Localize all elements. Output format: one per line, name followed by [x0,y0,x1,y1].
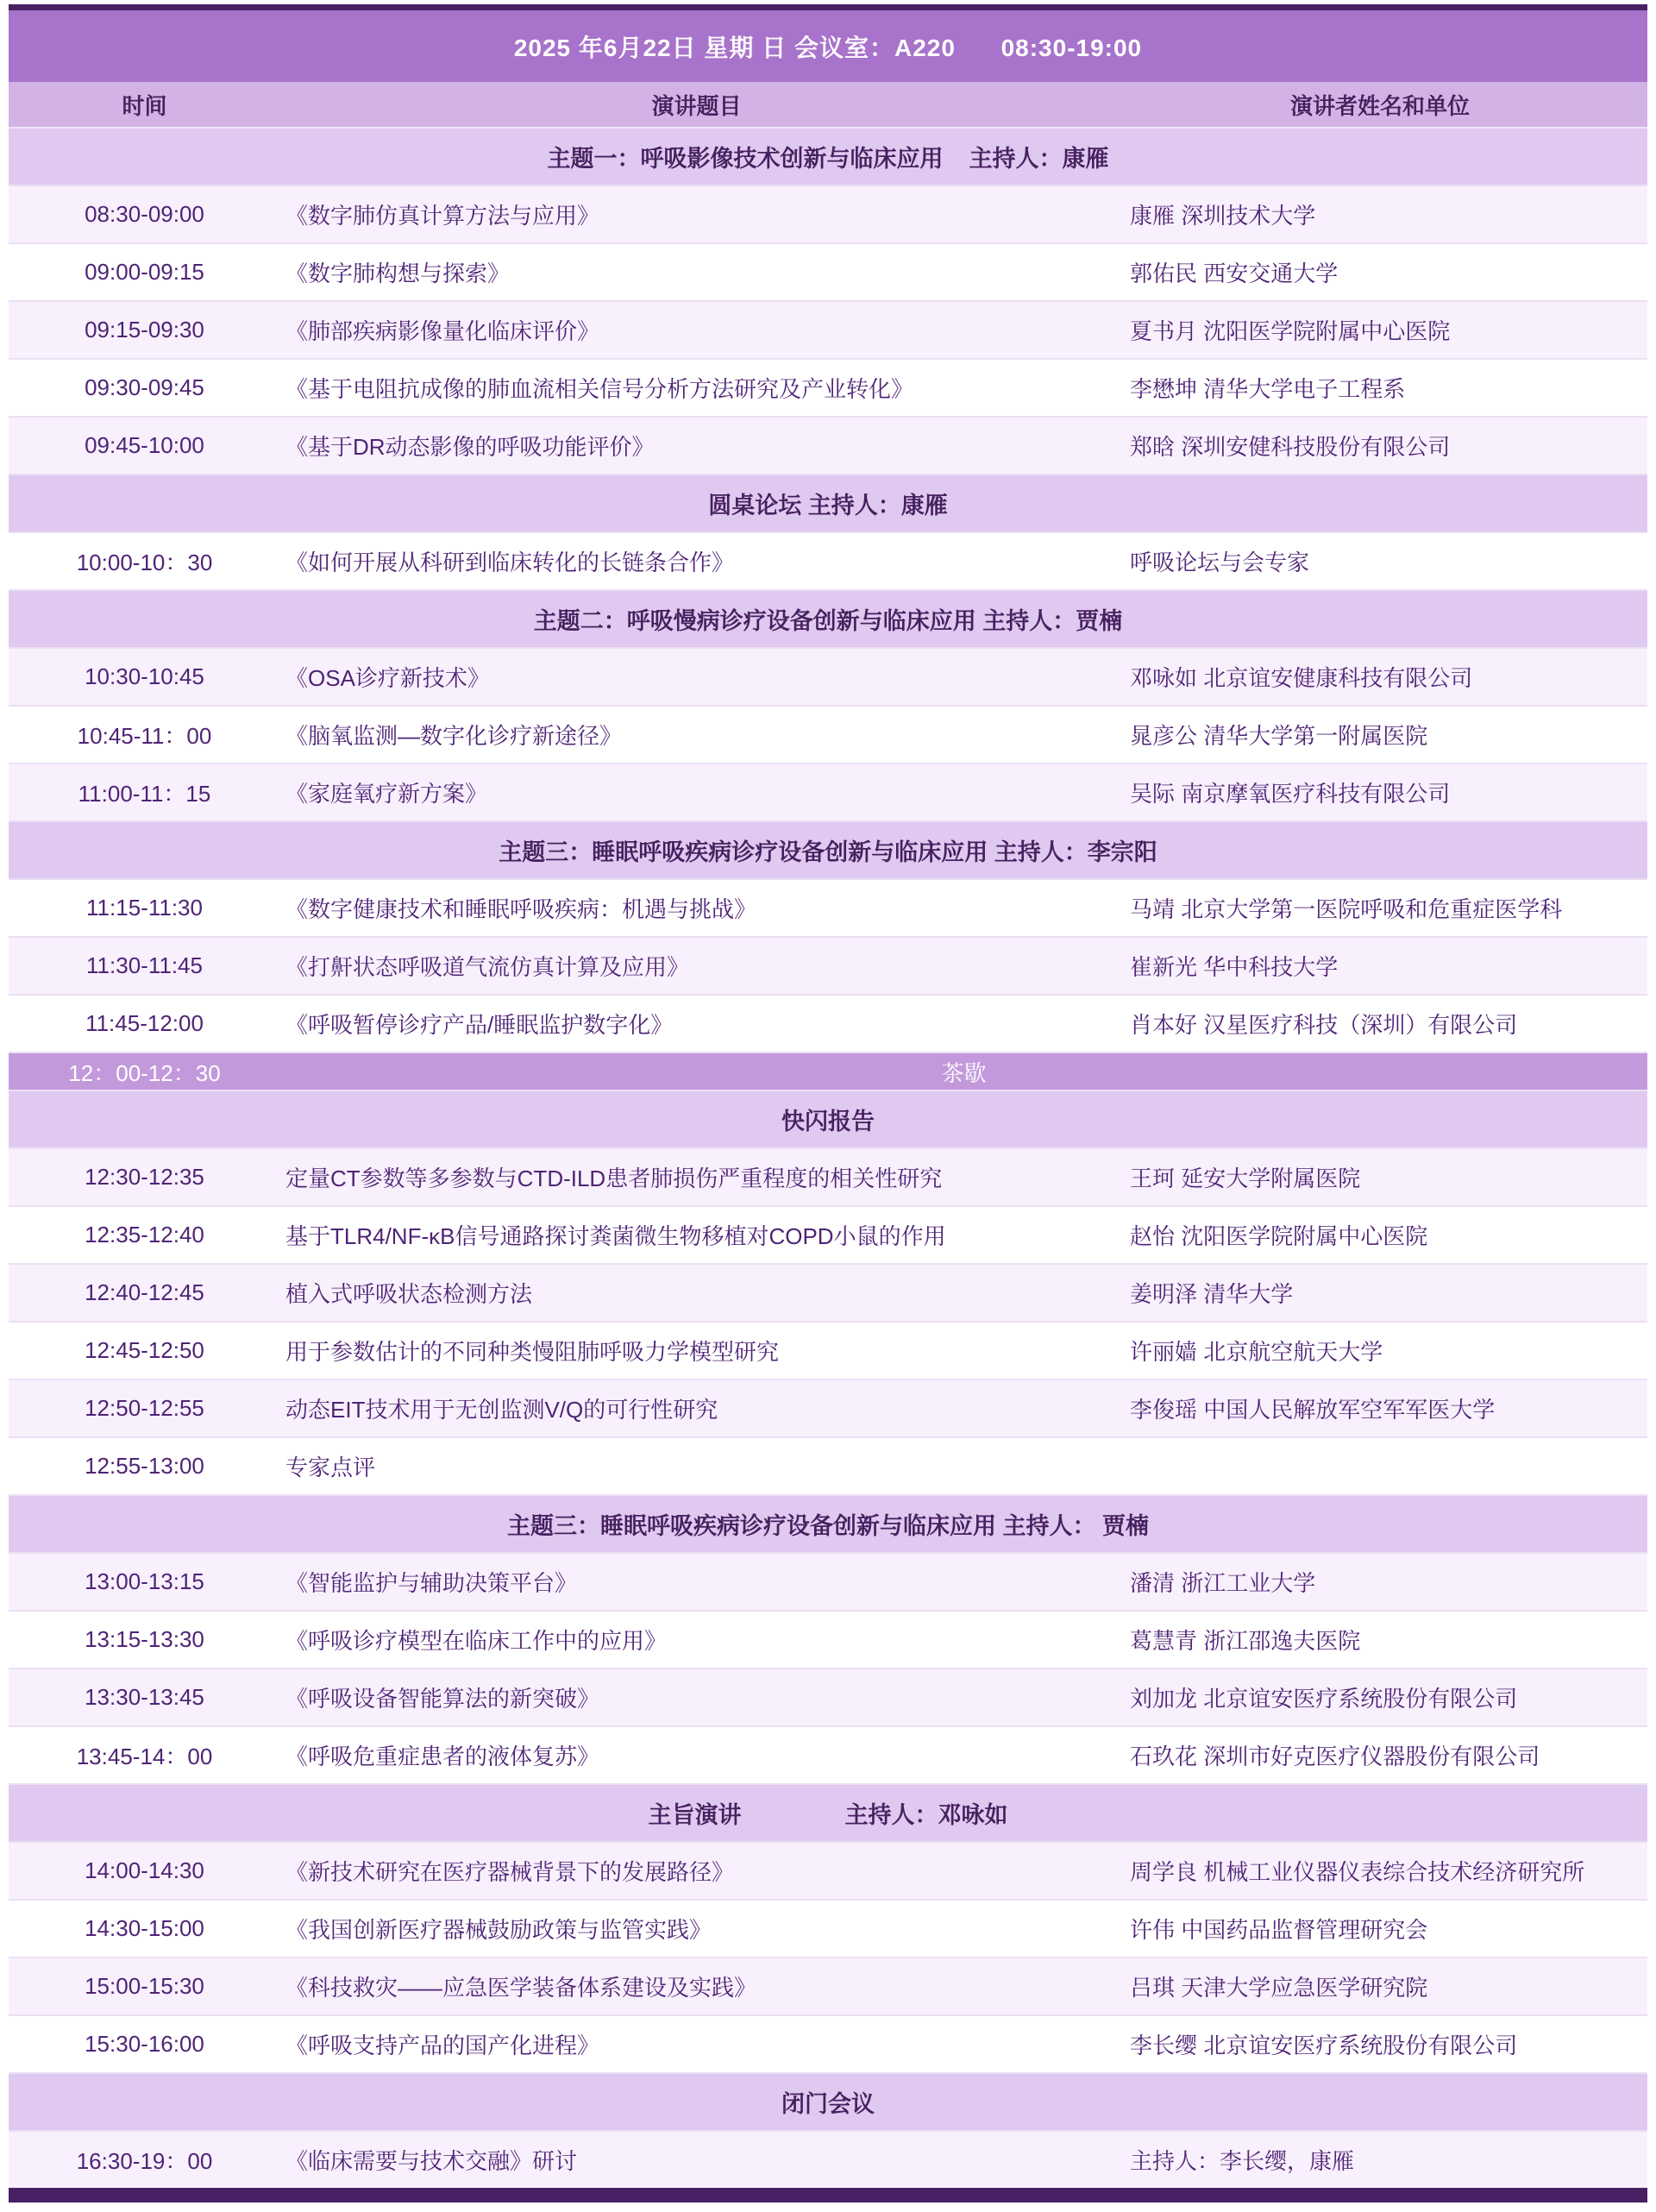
topic-cell: 专家点评 [285,1455,376,1480]
talk-row [9,649,1647,705]
speaker-cell: 石玖花 深圳市好克医疗仪器股份有限公司 [1130,1744,1540,1769]
speaker-cell: 主持人：李长缨，康雁 [1130,2148,1355,2174]
talk-row [9,1669,1647,1725]
speaker-cell: 肖本好 汉星医疗科技（深圳）有限公司 [1130,1012,1518,1038]
speaker-cell: 葛慧青 浙江邵逸夫医院 [1130,1628,1361,1654]
talk-row [9,1958,1647,2014]
time-cell: 15:30-16:00 [85,2031,204,2057]
topic-cell: 植入式呼吸状态检测方法 [285,1281,533,1307]
column-header-topic: 演讲题目 [651,92,742,119]
time-cell: 09:30-09:45 [85,374,204,400]
talk-row [9,1612,1647,1668]
tea-break-row [9,1053,1647,1090]
topic-cell: 《打鼾状态呼吸道气流仿真计算及应用》 [285,954,690,980]
bottom-accent-bar [9,2188,1647,2203]
topic-cell: 《数字肺构想与探索》 [285,261,511,286]
topic-cell: 《新技术研究在医疗器械背景下的发展路径》 [285,1859,735,1885]
topic-cell: 《基于电阻抗成像的肺血流相关信号分析方法研究及产业转化》 [285,376,914,402]
talk-row [9,1380,1647,1436]
time-cell: 09:45-10:00 [85,432,204,458]
talk-row [9,1554,1647,1610]
top-accent-bar [9,4,1647,10]
topic-cell: 《呼吸设备智能算法的新突破》 [285,1686,600,1712]
section-header-row: 主旨演讲 主持人：邓咏如 [9,1785,1647,1841]
topic-cell: 《我国创新医疗器械鼓励政策与监管实践》 [285,1917,712,1943]
talk-row [9,1727,1647,1783]
topic-cell: 动态EIT技术用于无创监测V/Q的可行性研究 [285,1397,718,1423]
talk-row [9,360,1647,416]
time-cell: 14:30-15:00 [85,1915,204,1941]
section-header-row: 闭门会议 [9,2074,1647,2130]
speaker-cell: 康雁 深圳技术大学 [1130,203,1316,229]
talk-row [9,764,1647,820]
talk-row [9,418,1647,474]
topic-cell: 《数字肺仿真计算方法与应用》 [285,203,600,229]
section-header-row: 主题三：睡眠呼吸疾病诊疗设备创新与临床应用 主持人： 贾楠 [9,1496,1647,1552]
talk-row [9,1843,1647,1899]
section-header-row: 快闪报告 [9,1091,1647,1147]
column-header-speaker: 演讲者姓名和单位 [1289,92,1470,119]
speaker-cell: 刘加龙 北京谊安医疗系统股份有限公司 [1130,1686,1518,1712]
time-cell: 13:15-13:30 [85,1626,204,1652]
talk-row [9,996,1647,1052]
speaker-cell: 李长缨 北京谊安医疗系统股份有限公司 [1130,2033,1518,2058]
column-header-time: 时间 [122,92,167,119]
speaker-cell: 李俊瑶 中国人民解放军空军军医大学 [1130,1397,1496,1423]
time-cell: 12:50-12:55 [85,1395,204,1421]
time-cell: 11:15-11:30 [86,895,203,921]
time-cell: 12:55-13:00 [85,1453,204,1479]
speaker-cell: 李懋坤 清华大学电子工程系 [1130,376,1406,402]
speaker-cell: 郭佑民 西安交通大学 [1130,261,1339,286]
topic-cell: 《呼吸诊疗模型在临床工作中的应用》 [285,1628,668,1654]
speaker-cell: 潘清 浙江工业大学 [1130,1570,1316,1596]
topic-cell: 《如何开展从科研到临床转化的长链条合作》 [285,550,735,575]
topic-cell: 《数字健康技术和睡眠呼吸疾病：机遇与挑战》 [285,896,757,922]
talk-row [9,186,1647,242]
column-header-row [9,82,1647,127]
time-cell: 10:30-10:45 [85,663,204,689]
talk-row [9,1207,1647,1263]
time-cell: 12:35-12:40 [85,1222,204,1247]
speaker-cell: 郑晗 深圳安健科技股份有限公司 [1130,434,1451,460]
speaker-cell: 夏书月 沈阳医学院附属中心医院 [1130,318,1451,344]
section-header-row: 主题二：呼吸慢病诊疗设备创新与临床应用 主持人：贾楠 [9,591,1647,647]
topic-cell: 《基于DR动态影像的呼吸功能评价》 [285,434,655,460]
topic-cell: 《临床需要与技术交融》研讨 [285,2148,578,2174]
section-header-row: 主题一：呼吸影像技术创新与临床应用 主持人：康雁 [9,129,1647,185]
section-header-row: 圆桌论坛 主持人：康雁 [9,475,1647,531]
speaker-cell: 晁彦公 清华大学第一附属医院 [1130,723,1428,749]
speaker-cell: 许伟 中国药品监督管理研究会 [1130,1917,1428,1943]
talk-row [9,1901,1647,1957]
time-cell: 14:00-14:30 [85,1857,204,1883]
speaker-cell: 赵怡 沈阳医学院附属中心医院 [1130,1223,1428,1249]
speaker-cell: 姜明泽 清华大学 [1130,1281,1294,1307]
topic-cell: 用于参数估计的不同种类慢阻肺呼吸力学模型研究 [285,1339,780,1365]
topic-cell: 《家庭氧疗新方案》 [285,781,488,807]
time-cell: 08:30-09:00 [85,201,204,227]
speaker-cell: 崔新光 华中科技大学 [1130,954,1339,980]
speaker-cell: 吴际 南京摩氧医疗科技有限公司 [1130,781,1451,807]
time-cell: 11:00-11：15 [78,781,211,807]
speaker-cell: 周学良 机械工业仪器仪表综合技术经济研究所 [1130,1859,1585,1885]
section-header-row: 主题三：睡眠呼吸疾病诊疗设备创新与临床应用 主持人：李宗阳 [9,822,1647,878]
time-cell: 12:30-12:35 [85,1164,204,1190]
time-cell: 09:00-09:15 [85,259,204,285]
time-cell: 12:45-12:50 [85,1337,204,1363]
talk-row [9,880,1647,936]
time-cell: 13:30-13:45 [85,1684,204,1710]
topic-cell: 基于TLR4/NF-κB信号通路探讨粪菌微生物移植对COPD小鼠的作用 [285,1223,946,1249]
talk-row [9,938,1647,994]
topic-cell: 定量CT参数等多参数与CTD-ILD患者肺损伤严重程度的相关性研究 [285,1166,943,1191]
topic-cell: 《脑氧监测—数字化诊疗新途径》 [285,723,623,749]
talk-row [9,1265,1647,1321]
talk-row [9,707,1647,763]
session-title-bar: 2025 年6月22日 星期 日 会议室：A220 08:30-19:00 [9,10,1647,82]
topic-cell: 《科技救灾——应急医学装备体系建设及实践》 [285,1975,757,2001]
schedule-body [9,127,1647,2188]
talk-row [9,2016,1647,2072]
time-cell: 11:30-11:45 [86,952,203,978]
topic-cell: 《呼吸暂停诊疗产品/睡眠监护数字化》 [285,1012,674,1038]
time-cell: 12：00-12：30 [68,1059,221,1086]
break-label: 茶歇 [941,1059,987,1086]
talk-row [9,533,1647,589]
talk-row [9,244,1647,300]
time-cell: 11:45-12:00 [85,1010,204,1036]
topic-cell: 《呼吸支持产品的国产化进程》 [285,2033,600,2058]
topic-cell: 《呼吸危重症患者的液体复苏》 [285,1744,600,1769]
talk-row [9,302,1647,358]
time-cell: 15:00-15:30 [85,1973,204,1999]
speaker-cell: 马靖 北京大学第一医院呼吸和危重症医学科 [1130,896,1563,922]
speaker-cell: 吕琪 天津大学应急医学研究院 [1130,1975,1428,2001]
talk-row [9,1149,1647,1205]
time-cell: 13:00-13:15 [85,1568,204,1594]
speaker-cell: 许丽嫱 北京航空航天大学 [1130,1339,1383,1365]
speaker-cell: 王珂 延安大学附属医院 [1130,1166,1361,1191]
agenda-table [9,4,1647,2203]
speaker-cell: 呼吸论坛与会专家 [1130,550,1310,575]
time-cell: 16:30-19：00 [76,2148,213,2174]
time-cell: 09:15-09:30 [85,317,204,342]
topic-cell: 《智能监护与辅助决策平台》 [285,1570,578,1596]
talk-row [9,1323,1647,1379]
talk-row [9,2132,1647,2188]
topic-cell: 《肺部疾病影像量化临床评价》 [285,318,600,344]
topic-cell: 《OSA诊疗新技术》 [285,665,490,691]
time-cell: 12:40-12:45 [85,1279,204,1305]
time-cell: 13:45-14：00 [76,1744,213,1769]
speaker-cell: 邓咏如 北京谊安健康科技有限公司 [1130,665,1473,691]
time-cell: 10:00-10：30 [76,550,213,575]
time-cell: 10:45-11：00 [77,723,212,749]
talk-row [9,1438,1647,1494]
